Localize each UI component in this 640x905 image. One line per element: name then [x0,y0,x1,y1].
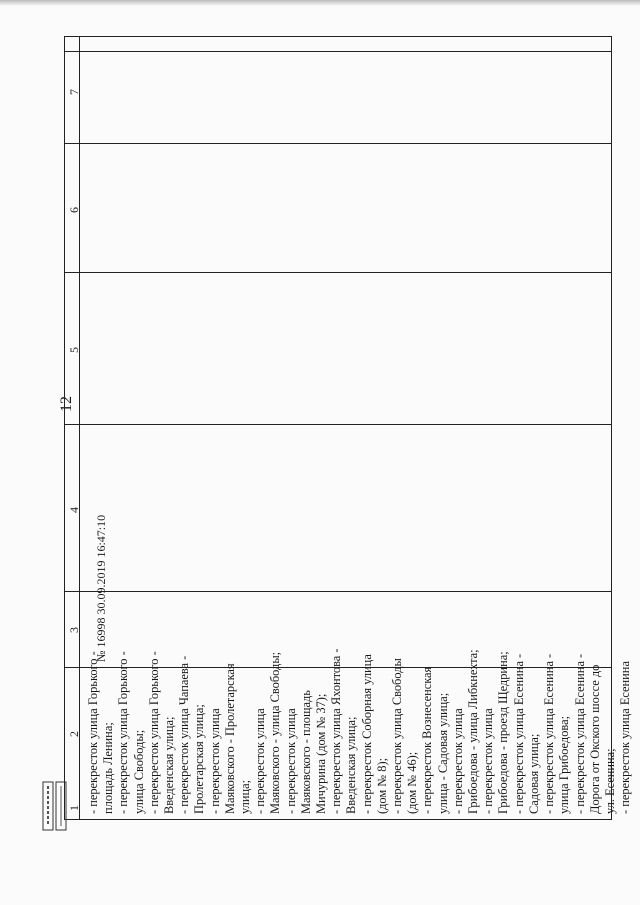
column-4-line: - перекресток улица Есенина [618,661,633,814]
row-divider-7 [65,143,611,144]
column-number-6: 6 [67,207,81,213]
column-4-line: - перекресток улица [450,708,465,814]
page-number: 12 [58,396,75,412]
column-4-line: Грибоедова - проезд Щедрина; [496,651,511,814]
scan-edge [0,0,640,6]
column-4-line: Маяковского - площадь [298,690,313,814]
column-4-line: Дорога от Окского шоссе до [587,664,602,814]
column-4-line: - перекресток Вознесенская [420,666,435,814]
column-4-line: улица Грибоедова; [557,715,572,814]
registration-stamp: № 16998 30.09.2019 16:47:10 [94,514,108,662]
column-4-line: Маяковского - Пролетарская [222,663,237,814]
column-4-line: улица - Садовая улица; [435,692,450,814]
column-number-2: 2 [67,731,81,737]
column-4-line: - перекресток улица Свободы [390,658,405,814]
column-4-line: - перекресток улица [283,708,298,814]
column-number-1: 1 [67,805,81,811]
column-4-line: - перекресток улица [481,708,496,814]
column-4-line: - перекресток улица Есенина - [572,653,587,814]
column-4-line: ул. Есенина; [602,748,617,814]
column-4-line: - перекресток улица Горького - [146,651,161,814]
col-divider-1 [79,37,80,819]
column-4-line: - перекресток улица Горького - [86,651,100,814]
column-4-line: (дом № 46); [405,751,420,814]
column-4-text [86,418,633,814]
column-4-line: Грибоедова - улица Либкнехта; [466,649,481,814]
column-4-line: - перекресток Соборная улица [359,654,374,814]
column-4-line: - перекресток улица Есенина - [542,653,557,814]
registry-logo [40,780,70,832]
column-4-line: (дом № 8); [374,757,389,814]
column-4-line: - перекресток улица [207,708,222,814]
column-4-line: улица Свободы; [131,729,146,814]
header-row-divider [65,51,611,52]
column-4-line: Пролетарская улица; [192,704,207,814]
column-4-line: улица; [238,779,253,814]
column-4-line: - перекресток улица Горького - [116,651,131,814]
column-4-line: площадь Ленина; [101,722,116,814]
column-number-4: 4 [67,507,81,513]
row-divider-6 [65,272,611,273]
column-4-line: - перекресток улица Есенина - [511,653,526,814]
column-4-line: - перекресток улица Яхонтова - [329,648,344,814]
column-4-line: Введенская улица; [344,716,359,814]
column-number-5: 5 [67,347,81,353]
column-number-3: 3 [67,627,81,633]
column-4-line: - перекресток улица [253,708,268,814]
column-4-line: Мичурина (дом № 37); [314,693,329,814]
column-number-7: 7 [67,89,81,95]
column-4-line: Введенская улица; [162,716,177,814]
column-4-line: Маяковского - улица Свободы; [268,651,283,814]
column-4-line: Садовая улица; [526,733,541,814]
column-4-line: - перекресток улица Чапаева - [177,655,192,814]
